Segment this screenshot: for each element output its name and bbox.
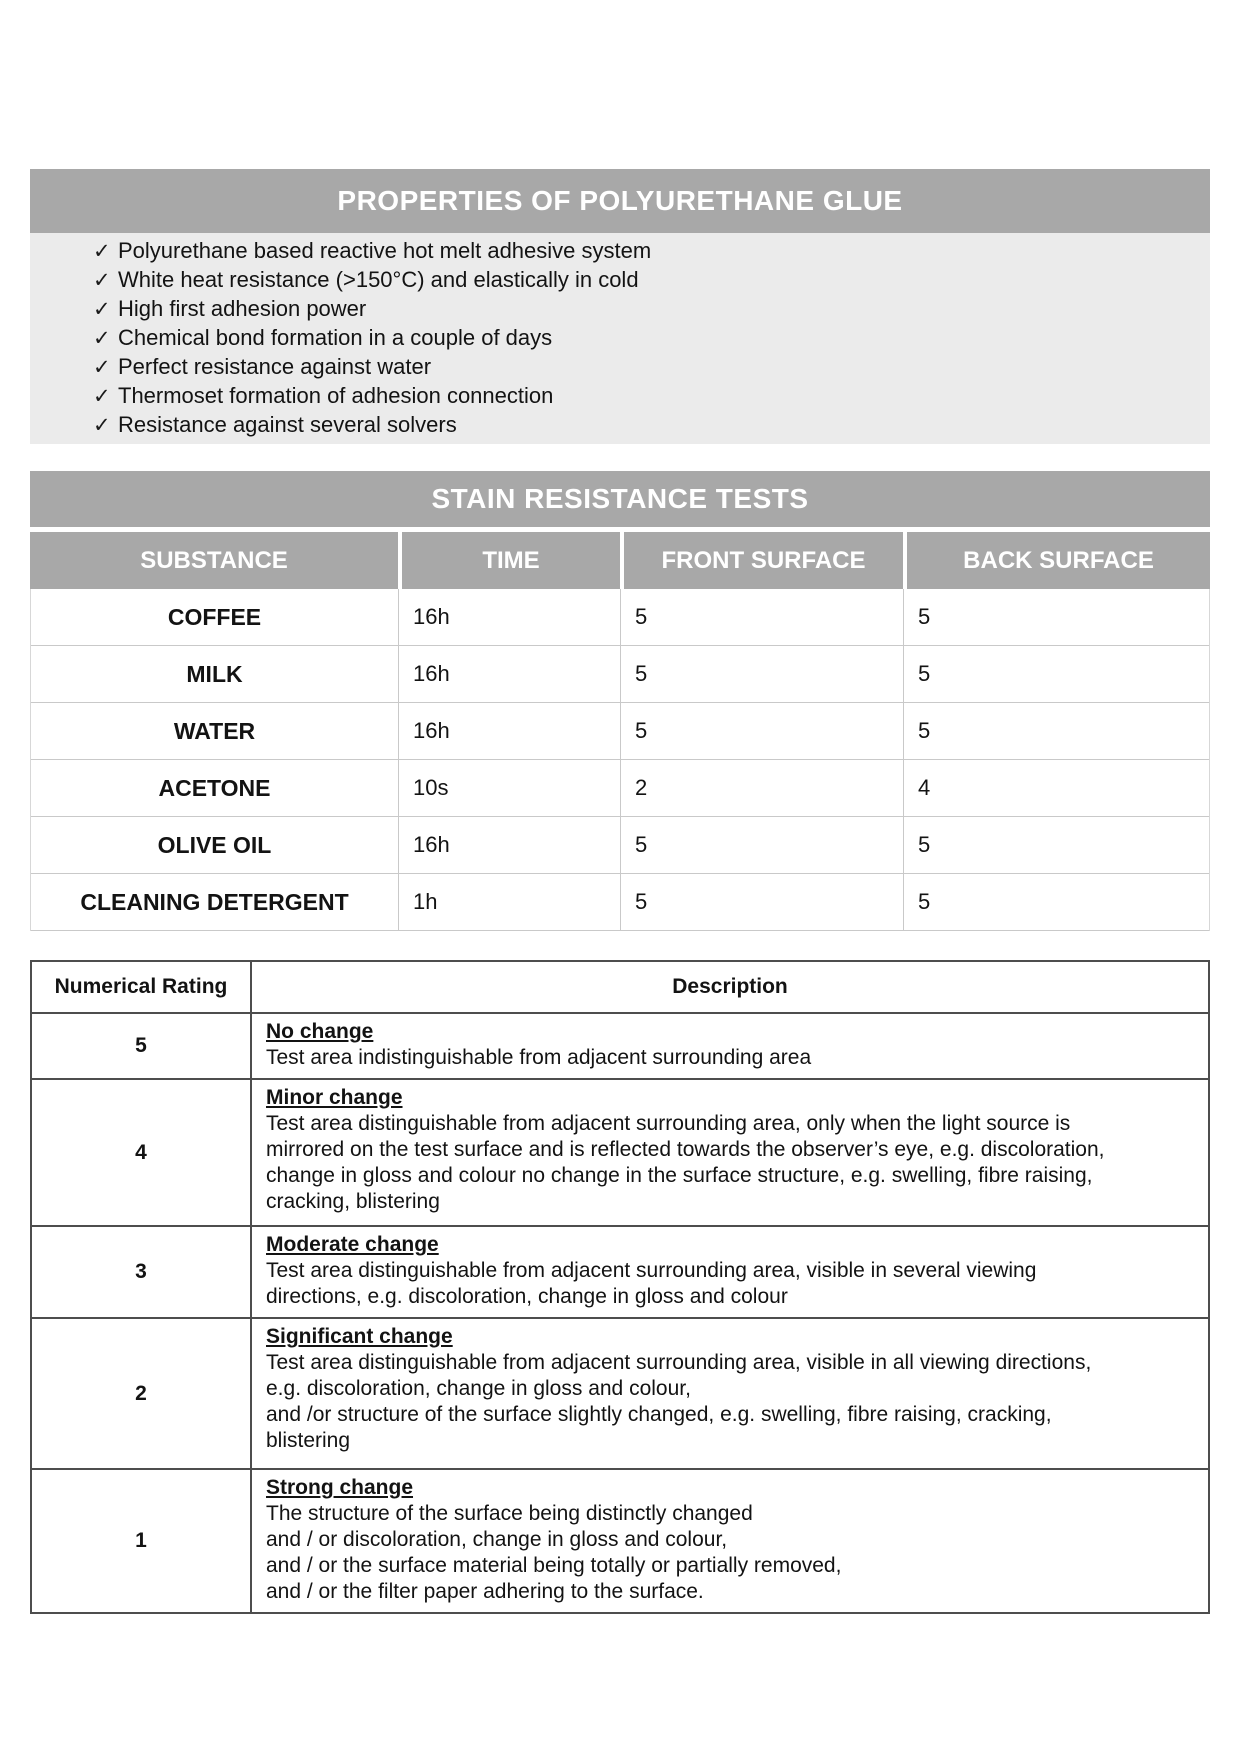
rating-value-cell: 1 [32,1470,252,1612]
time-cell: 16h [398,646,620,702]
property-text: Thermoset formation of adhesion connection [118,383,554,408]
properties-list [30,233,1210,444]
front-surface-cell: 5 [620,874,903,930]
rating-row [32,1317,1208,1468]
description-line: and / or the filter paper adhering to the surface. [266,1580,704,1603]
section-spacer [30,931,1210,960]
description-line: and /or structure of the surface slightly changed, e.g. swelling, fibre raising, cracking, [266,1403,1052,1426]
property-item [30,353,1210,382]
change-heading: Significant change [266,1325,453,1348]
property-text: High first adhesion power [118,296,367,321]
substance-cell: COFFEE [167,603,262,630]
description-line: Test area distinguishable from adjacent surrounding area, only when the light source is [266,1112,1071,1135]
property-text: Resistance against several solvers [118,412,457,437]
property-item [30,382,1210,411]
back-surface-cell: 5 [903,817,1209,873]
back-surface-cell: 5 [903,589,1209,645]
back-surface-cell: 5 [903,703,1209,759]
front-surface-cell: 5 [620,817,903,873]
property-item [30,237,1210,266]
change-heading: Moderate change [266,1233,439,1256]
rating-row [32,1078,1208,1225]
rating-value-cell: 2 [32,1319,252,1468]
table-row [31,874,1209,931]
checkmark-icon: ✓ [93,385,111,408]
description-line: directions, e.g. discoloration, change in gloss and colour [266,1285,788,1308]
checkmark-icon: ✓ [93,298,111,321]
description-line: and / or the surface material being totally or partially removed, [266,1554,842,1577]
property-item [30,295,1210,324]
substance-cell: ACETONE [158,774,271,801]
substance-cell: OLIVE OIL [157,831,272,858]
property-item [30,266,1210,295]
change-heading: No change [266,1020,374,1043]
table-row [31,760,1209,817]
description-line: cracking, blistering [266,1190,440,1213]
table-row [31,703,1209,760]
column-header-back-surface: BACK SURFACE [903,532,1210,589]
description-line: Test area indistinguishable from adjacent surrounding area [266,1046,812,1069]
table-row [31,646,1209,703]
rating-table-header [32,962,1208,1012]
checkmark-icon: ✓ [93,327,111,350]
description-line: The structure of the surface being distinctly changed [266,1502,753,1525]
description-line: blistering [266,1429,351,1452]
section-spacer [30,444,1210,471]
time-cell: 16h [398,589,620,645]
substance-cell: MILK [186,660,243,687]
properties-section [30,169,1210,444]
stain-tests-title: STAIN RESISTANCE TESTS [431,483,809,514]
back-surface-cell: 5 [903,874,1209,930]
substance-cell: CLEANING DETERGENT [80,888,349,915]
rating-table [30,960,1210,1614]
property-text: Perfect resistance against water [118,354,432,379]
checkmark-icon: ✓ [93,269,111,292]
property-text: Chemical bond formation in a couple of days [118,325,553,350]
column-header-substance: SUBSTANCE [30,532,398,589]
description-cell [252,1014,1208,1078]
document-content [30,169,1210,1614]
rating-header-description: Description [672,975,788,998]
rating-row [32,1012,1208,1078]
front-surface-cell: 5 [620,589,903,645]
description-line: mirrored on the test surface and is reflected towards the observer’s eye, e.g. discoloration, [266,1138,1105,1161]
front-surface-cell: 2 [620,760,903,816]
table-row [31,817,1209,874]
description-line: change in gloss and colour no change in the surface structure, e.g. swelling, fibre raising, [266,1164,1093,1187]
property-text: Polyurethane based reactive hot melt adhesive system [118,238,652,263]
change-heading: Strong change [266,1476,414,1499]
column-header-front-surface: FRONT SURFACE [620,532,903,589]
description-line: Test area distinguishable from adjacent surrounding area, visible in all viewing directions, [266,1351,1092,1374]
column-header-time: TIME [398,532,620,589]
stain-table-body [30,589,1210,931]
rating-header-numerical: Numerical Rating [32,962,252,1012]
description-cell [252,1080,1208,1225]
back-surface-cell: 4 [903,760,1209,816]
front-surface-cell: 5 [620,703,903,759]
rating-value-cell: 4 [32,1080,252,1225]
change-heading: Minor change [266,1086,403,1109]
rating-row [32,1225,1208,1317]
rating-row [32,1468,1208,1612]
property-item [30,411,1210,440]
checkmark-icon: ✓ [93,240,111,263]
description-cell [252,1470,1208,1612]
description-cell [252,1319,1208,1468]
stain-tests-section [30,471,1210,931]
substance-cell: WATER [173,717,256,744]
rating-value-cell: 3 [32,1227,252,1317]
stain-table-header [30,532,1210,589]
property-item [30,324,1210,353]
time-cell: 10s [398,760,620,816]
properties-title-bar [30,169,1210,233]
description-line: e.g. discoloration, change in gloss and colour, [266,1377,691,1400]
property-text: White heat resistance (>150°C) and elastically in cold [118,267,639,292]
checkmark-icon: ✓ [93,356,111,379]
back-surface-cell: 5 [903,646,1209,702]
table-row [31,589,1209,646]
rating-value-cell: 5 [32,1014,252,1078]
description-line: and / or discoloration, change in gloss and colour, [266,1528,728,1551]
time-cell: 16h [398,703,620,759]
stain-tests-title-bar [30,471,1210,527]
time-cell: 1h [398,874,620,930]
time-cell: 16h [398,817,620,873]
description-line: Test area distinguishable from adjacent surrounding area, visible in several viewing [266,1259,1037,1282]
front-surface-cell: 5 [620,646,903,702]
checkmark-icon: ✓ [93,414,111,437]
description-cell [252,1227,1208,1317]
properties-title: PROPERTIES OF POLYURETHANE GLUE [337,185,903,216]
